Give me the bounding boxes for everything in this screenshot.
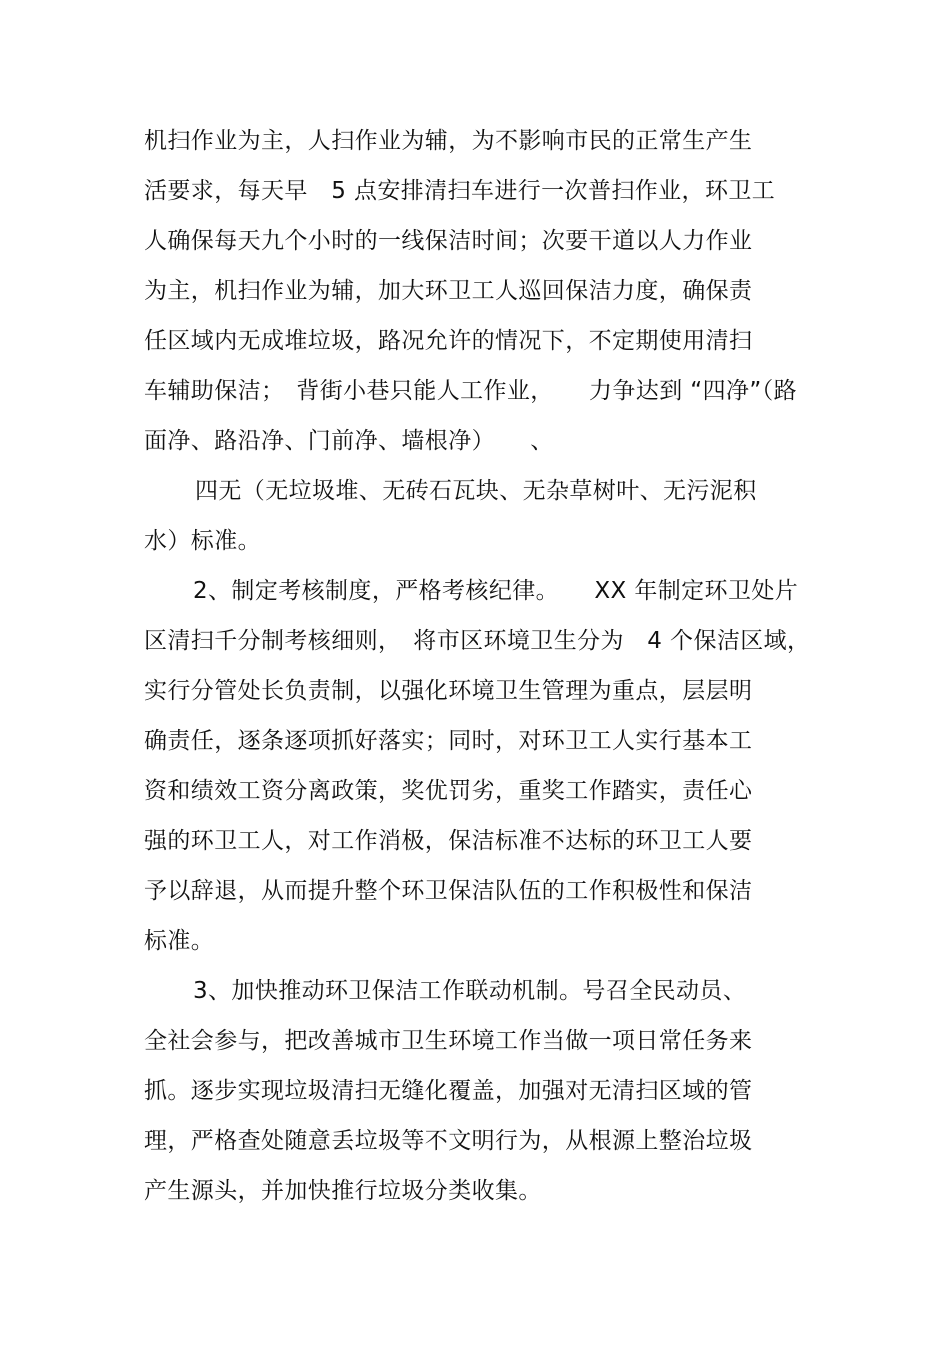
- text-line: 活要求，每天早 5 点安排清扫车进行一次普扫作业，环卫工: [144, 178, 776, 204]
- paragraph-first-line: 四无（无垃圾堆、无砖石瓦块、无杂草树叶、无污泥积: [195, 478, 757, 504]
- text-line: 机扫作业为主，人扫作业为辅，为不影响市民的正常生产生: [144, 128, 753, 154]
- text-line: 抓。逐步实现垃圾清扫无缝化覆盖，加强对无清扫区域的管: [144, 1078, 753, 1104]
- text-line: 强的环卫工人，对工作消极，保洁标准不达标的环卫工人要: [144, 828, 753, 854]
- text-line: 理，严格查处随意丢垃圾等不文明行为，从根源上整治垃圾: [144, 1128, 753, 1154]
- text-line: 资和绩效工资分离政策，奖优罚劣，重奖工作踏实，责任心: [144, 778, 753, 804]
- text-line: 实行分管处长负责制，以强化环境卫生管理为重点，层层明: [144, 678, 753, 704]
- text-line: 予以辞退，从而提升整个环卫保洁队伍的工作积极性和保洁: [144, 878, 753, 904]
- text-line: 车辅助保洁； 背街小巷只能人工作业， 力争达到 “四净”（路: [144, 378, 798, 404]
- text-line: 区清扫千分制考核细则， 将市区环境卫生分为 4 个保洁区域，: [144, 628, 811, 654]
- paragraph-first-line: 3、加快推动环卫保洁工作联动机制。号召全民动员、: [193, 978, 747, 1004]
- text-line: 面净、路沿净、门前净、墙根净） 、: [144, 428, 554, 454]
- text-line: 为主，机扫作业为辅，加大环卫工人巡回保洁力度，确保责: [144, 278, 753, 304]
- text-line: 水）标准。: [144, 528, 261, 554]
- paragraph-first-line: 2、制定考核制度，严格考核纪律。 XX 年制定环卫处片: [193, 578, 799, 604]
- text-line: 确责任，逐条逐项抓好落实；同时，对环卫工人实行基本工: [144, 728, 753, 754]
- text-line: 全社会参与，把改善城市卫生环境工作当做一项日常任务来: [144, 1028, 753, 1054]
- text-line: 产生源头，并加快推行垃圾分类收集。: [144, 1178, 542, 1204]
- text-line: 人确保每天九个小时的一线保洁时间；次要干道以人力作业: [144, 228, 753, 254]
- text-line: 任区域内无成堆垃圾，路况允许的情况下，不定期使用清扫: [144, 328, 753, 354]
- text-line: 标准。: [144, 928, 215, 954]
